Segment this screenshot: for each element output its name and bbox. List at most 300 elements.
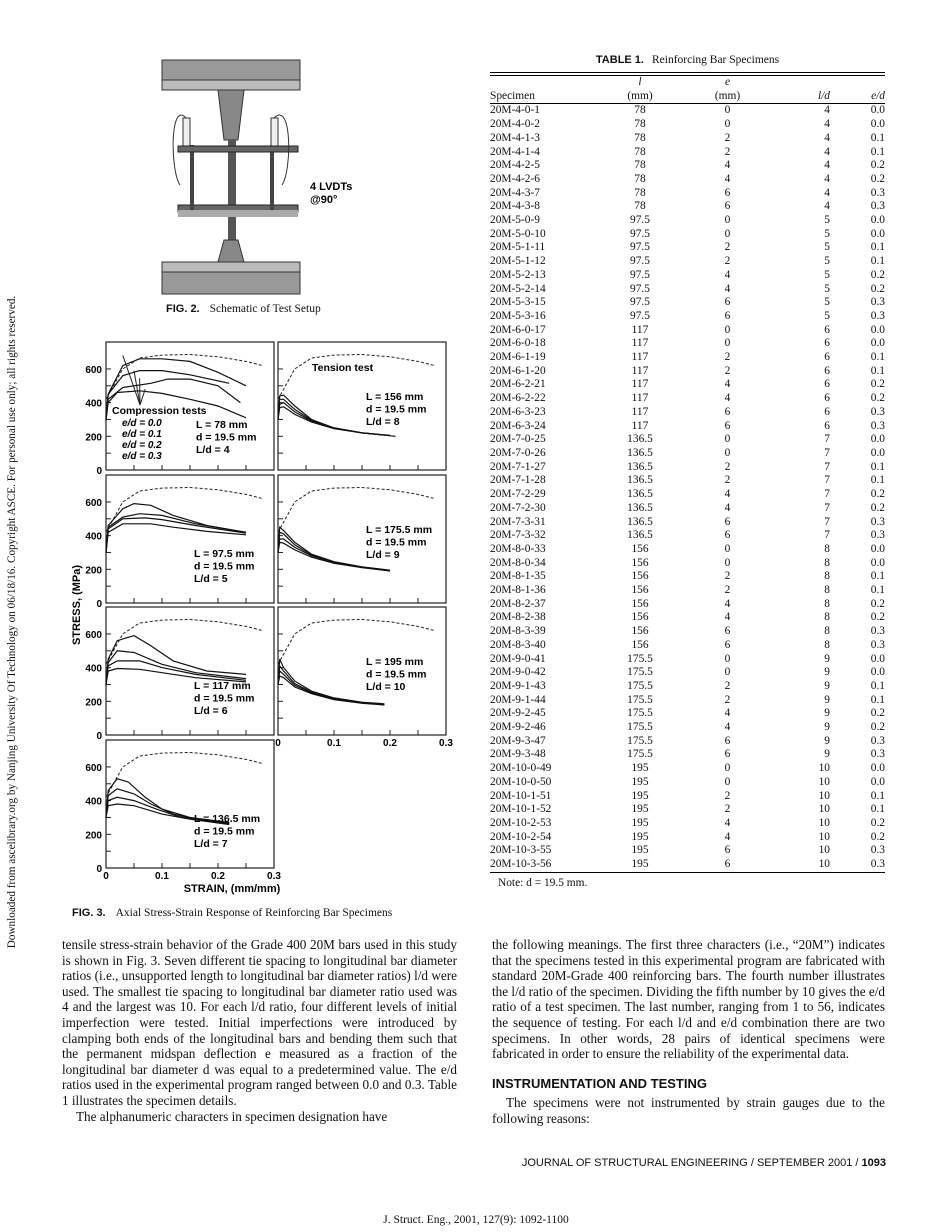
table-cell: 97.5 [630, 268, 650, 281]
table-row [490, 598, 885, 612]
table-cell: 6 [724, 529, 731, 542]
table-cell: 5 [824, 282, 830, 295]
table-cell: 8 [824, 597, 830, 610]
table-cell: 0.1 [870, 145, 885, 158]
table-cell: 4 [824, 104, 830, 117]
table-cell: 2 [724, 584, 731, 597]
table-cell: 0.2 [870, 282, 885, 295]
table-cell: 20M-7-3-32 [490, 529, 546, 542]
table-cell: 0 [724, 227, 731, 240]
running-footer [522, 1157, 886, 1169]
x-tick-label: 0 [103, 871, 109, 882]
table-cell: 20M-8-3-39 [490, 625, 546, 638]
top-grip [218, 90, 244, 140]
table-cell: 78 [634, 186, 646, 199]
table-cell: 7 [824, 474, 830, 487]
tension-curve [106, 488, 263, 533]
table-cell: 7 [824, 529, 830, 542]
table-cell: 4 [724, 488, 731, 501]
table-cell: 6 [724, 200, 731, 213]
table-cell: 10 [818, 803, 830, 816]
table-cell: 0.2 [870, 392, 885, 405]
page-number: 1093 [861, 1157, 886, 1169]
table-cell: 20M-10-0-49 [490, 762, 552, 775]
table-cell: 20M-10-0-50 [490, 775, 552, 788]
table-cell: 156 [631, 542, 649, 555]
table-cell: 136.5 [627, 474, 653, 487]
table-cell: 0.2 [870, 172, 885, 185]
table-cell: 0.2 [870, 501, 885, 514]
table-cell: 7 [824, 433, 830, 446]
table-cell: 117 [631, 337, 649, 350]
table-cell: 8 [824, 570, 830, 583]
table-cell: 2 [724, 255, 731, 268]
table-row [490, 721, 885, 735]
table-row [490, 584, 885, 598]
table-cell: 4 [824, 131, 830, 144]
table-cell: 0.0 [870, 214, 885, 227]
stress-strain-panel [278, 475, 446, 603]
table-cell: 4 [724, 830, 731, 843]
paragraph: the following meanings. The first three characters (i.e., “20M”) indicates that the specimens tested in this experimental program are fabricated with standard 20M-Grade 400 reinforcing bars. The fourth number illustrates the l/d ratio of the specimen. Dividing the fifth number by 10 gives the e/d ratio of a test specimen. The last number, ranging from 1 to 56, indicates the sequence of testing. For each l/d and e/d combination there are two specimens. In other words, 28 pairs of identical specimens were fabricated in order to ensure the reliability of the experimental data. [492, 937, 885, 1062]
table-cell: 0.3 [870, 419, 885, 432]
y-tick-label: 600 [85, 762, 102, 774]
table-cell: 4 [724, 378, 731, 391]
table-cell: 2 [724, 474, 731, 487]
table-cell: 20M-5-0-9 [490, 214, 540, 227]
table-cell: 0 [724, 118, 731, 131]
table-cell: 156 [631, 597, 649, 610]
table-cell: 175.5 [627, 721, 653, 734]
table-cell: 7 [824, 488, 830, 501]
fig3-caption [72, 907, 392, 919]
table-row [490, 790, 885, 804]
table-cell: 78 [634, 131, 646, 144]
table-cell: 20M-4-1-3 [490, 131, 540, 144]
table-cell: 10 [818, 830, 830, 843]
panel-parameter: L = 156 mm [366, 391, 424, 403]
table-cell: 20M-4-3-8 [490, 200, 540, 213]
table-cell: 0.1 [870, 789, 885, 802]
table-cell: 20M-6-3-24 [490, 419, 546, 432]
ed-legend-label: e/d = 0.3 [122, 451, 162, 462]
panel-parameter: d = 19.5 mm [366, 403, 427, 416]
specimen-table [490, 76, 885, 873]
table-cell: 20M-9-1-43 [490, 679, 546, 692]
table-cell: 0 [724, 104, 731, 117]
panel-parameter: d = 19.5 mm [366, 536, 427, 549]
table-cell: 0.3 [870, 515, 885, 528]
table-row [490, 420, 885, 434]
panel-frame [106, 475, 274, 603]
compression-tests-label: Compression tests [112, 405, 207, 417]
table-cell: 117 [631, 364, 649, 377]
table-cell: 195 [631, 830, 649, 843]
table-cell: 0.0 [870, 446, 885, 459]
table-row [490, 132, 885, 146]
table-cell: 4 [724, 501, 731, 514]
y-tick-label: 200 [85, 697, 102, 709]
table-cell: 97.5 [630, 241, 650, 254]
table-cell: 2 [724, 803, 731, 816]
table-cell: 0 [724, 542, 731, 555]
panel-parameter: L = 136.5 mm [194, 813, 261, 825]
fig3-caption-text: Axial Stress-Strain Response of Reinforcing Bar Specimens [115, 907, 393, 919]
table-cell: 0.1 [870, 460, 885, 473]
table-cell: 4 [724, 172, 731, 185]
table-cell: 6 [824, 419, 830, 432]
table-cell: 2 [724, 789, 731, 802]
table-cell: 97.5 [630, 227, 650, 240]
tension-curve [106, 753, 263, 798]
table-cell: 0.1 [870, 693, 885, 706]
table-row [490, 653, 885, 667]
table-cell: 97.5 [630, 255, 650, 268]
table-row [490, 269, 885, 283]
table-cell: 0 [724, 337, 731, 350]
table-cell: 20M-9-0-42 [490, 666, 546, 679]
table-cell: 20M-8-2-38 [490, 611, 546, 624]
table-cell: 4 [724, 392, 731, 405]
table-cell: 20M-6-1-19 [490, 351, 546, 364]
panel-parameter: L/d = 6 [194, 705, 228, 717]
table-cell: 20M-8-0-34 [490, 556, 546, 569]
table-cell: 175.5 [627, 734, 653, 747]
table-cell: 20M-4-2-6 [490, 172, 540, 185]
fig2-label: FIG. 2. [166, 303, 200, 315]
stress-strain-panel [85, 607, 274, 742]
table-cell: 6 [724, 625, 731, 638]
table-cell: 175.5 [627, 748, 653, 761]
table-row [490, 146, 885, 160]
panel-parameter: L/d = 10 [366, 681, 406, 693]
panel-parameter: L = 97.5 mm [194, 548, 255, 560]
table-row [490, 694, 885, 708]
table-cell: 6 [724, 405, 731, 418]
lvdt-angle-label: @90° [310, 194, 338, 206]
panel-parameter: L = 78 mm [196, 419, 248, 431]
column-header: e/d [871, 89, 885, 102]
table-cell: 6 [824, 364, 830, 377]
table-cell: 5 [824, 241, 830, 254]
table-cell: 20M-9-3-48 [490, 748, 546, 761]
table-cell: 8 [824, 584, 830, 597]
table-cell: 0.2 [870, 707, 885, 720]
table-cell: 20M-5-1-12 [490, 255, 546, 268]
table-row [490, 337, 885, 351]
y-axis-label: STRESS, (MPa) [71, 564, 83, 646]
table-cell: 156 [631, 570, 649, 583]
ed-legend-label: e/d = 0.2 [122, 440, 162, 451]
table-row [490, 776, 885, 790]
paragraph: The alphanumeric characters in specimen designation have [76, 1108, 388, 1124]
table-cell: 9 [824, 748, 830, 761]
table-cell: 9 [824, 666, 830, 679]
table-cell: 0 [724, 556, 731, 569]
table-cell: 10 [818, 844, 830, 857]
table-cell: 117 [631, 351, 649, 364]
table-cell: 136.5 [627, 433, 653, 446]
panel-parameter: d = 19.5 mm [196, 431, 257, 444]
table-row [490, 529, 885, 543]
top-platen [162, 60, 300, 80]
table-cell: 4 [824, 172, 830, 185]
table-cell: 136.5 [627, 446, 653, 459]
y-tick-label: 0 [96, 466, 102, 477]
table-cell: 2 [724, 131, 731, 144]
table-cell: 175.5 [627, 707, 653, 720]
table-cell: 0.3 [870, 186, 885, 199]
table-cell: 4 [824, 118, 830, 131]
table-cell: 156 [631, 611, 649, 624]
table-row [490, 502, 885, 516]
table-row [490, 200, 885, 214]
table-cell: 9 [824, 693, 830, 706]
table-cell: 0.1 [870, 364, 885, 377]
table-cell: 117 [631, 419, 649, 432]
panel-parameter: L = 195 mm [366, 656, 424, 668]
table-row [490, 488, 885, 502]
table-cell: 5 [824, 296, 830, 309]
x-tick-label: 0.2 [211, 871, 225, 882]
table-row [490, 433, 885, 447]
table-cell: 20M-7-0-25 [490, 433, 546, 446]
panel-parameter: L/d = 9 [366, 549, 400, 561]
table-cell: 6 [724, 309, 731, 322]
table-cell: 195 [631, 858, 649, 871]
table-cell: 136.5 [627, 501, 653, 514]
table-cell: 156 [631, 556, 649, 569]
table-cell: 78 [634, 118, 646, 131]
table-cell: 20M-4-3-7 [490, 186, 540, 199]
table-row [490, 392, 885, 406]
table-row [490, 762, 885, 776]
table-row [490, 557, 885, 571]
stress-strain-panel [85, 740, 281, 882]
table-cell: 0 [724, 775, 731, 788]
table-cell: 0.0 [870, 433, 885, 446]
table-row [490, 474, 885, 488]
table-cell: 9 [824, 652, 830, 665]
table-row [490, 707, 885, 721]
table-cell: 4 [724, 159, 731, 172]
table-cell: 195 [631, 803, 649, 816]
table-cell: 97.5 [630, 214, 650, 227]
table-cell: 2 [724, 693, 731, 706]
table-row [490, 461, 885, 475]
table-cell: 0.3 [870, 638, 885, 651]
table-cell: 20M-7-2-30 [490, 501, 546, 514]
table-row [490, 666, 885, 680]
table-row [490, 680, 885, 694]
table-cell: 20M-6-2-21 [490, 378, 546, 391]
table-cell: 20M-10-1-52 [490, 803, 552, 816]
table-row [490, 858, 885, 872]
table-row [490, 365, 885, 379]
table-cell: 6 [824, 405, 830, 418]
table-cell: 9 [824, 734, 830, 747]
table-cell: 4 [724, 282, 731, 295]
table-cell: 6 [824, 323, 830, 336]
table-row [490, 447, 885, 461]
table-cell: 0 [724, 762, 731, 775]
annotation-arrow [134, 371, 140, 405]
table-cell: 2 [724, 460, 731, 473]
table-cell: 5 [824, 227, 830, 240]
table-cell: 136.5 [627, 529, 653, 542]
table-note: Note: d = 19.5 mm. [498, 876, 588, 889]
table-cell: 20M-8-0-33 [490, 542, 546, 555]
lvdt-left [183, 118, 190, 148]
table-cell: 10 [818, 789, 830, 802]
table-cell: 20M-9-0-41 [490, 652, 546, 665]
table-cell: 20M-9-1-44 [490, 693, 546, 706]
table-cell: 0.2 [870, 488, 885, 501]
table-cell: 20M-10-3-55 [490, 844, 552, 857]
table-cell: 0.3 [870, 309, 885, 322]
lvdt-label: 4 LVDTs [310, 181, 353, 193]
table-cell: 2 [724, 241, 731, 254]
table-cell: 175.5 [627, 693, 653, 706]
table-cell: 10 [818, 762, 830, 775]
table-cell: 20M-4-1-4 [490, 145, 540, 158]
table-cell: 20M-7-1-28 [490, 474, 546, 487]
table-label: TABLE 1. [595, 54, 644, 66]
x-axis-label: STRAIN, (mm/mm) [183, 883, 281, 895]
table-row [490, 406, 885, 420]
table-row [490, 214, 885, 228]
table-cell: 0.0 [870, 337, 885, 350]
table-cell: 0.1 [870, 570, 885, 583]
y-tick-label: 400 [85, 663, 102, 675]
table-cell: 10 [818, 775, 830, 788]
table-cell: 4 [824, 186, 830, 199]
table-cell: 0.3 [870, 529, 885, 542]
panel-parameter: L = 117 mm [194, 680, 251, 692]
table-cell: 0.1 [870, 803, 885, 816]
table-cell: 97.5 [630, 296, 650, 309]
table-cell: 20M-4-0-2 [490, 118, 540, 131]
table-cell: 0.0 [870, 762, 885, 775]
table-cell: 6 [724, 515, 731, 528]
y-tick-label: 600 [85, 497, 102, 509]
table-cell: 2 [724, 364, 731, 377]
y-tick-label: 400 [85, 796, 102, 808]
table-cell: 2 [724, 145, 731, 158]
table-cell: 6 [724, 638, 731, 651]
table-row [490, 159, 885, 173]
table-row [490, 173, 885, 187]
table-cell: 156 [631, 625, 649, 638]
column-header [490, 76, 600, 90]
table-cell: 8 [824, 638, 830, 651]
table-cell: 4 [724, 611, 731, 624]
table-cell: 78 [634, 145, 646, 158]
fig2-schematic [162, 60, 352, 294]
section-heading: INSTRUMENTATION AND TESTING [492, 1075, 707, 1091]
panel-parameter: L/d = 4 [196, 444, 230, 456]
table-cell: 4 [724, 268, 731, 281]
panel-parameter: L/d = 5 [194, 573, 228, 585]
table-row [490, 570, 885, 584]
table-cell: 195 [631, 789, 649, 802]
x-tick-label: 0.1 [155, 871, 169, 882]
table-cell: 20M-6-1-20 [490, 364, 546, 377]
table-cell: 97.5 [630, 309, 650, 322]
table-cell: 6 [724, 748, 731, 761]
table-cell: 0.1 [870, 131, 885, 144]
table-row [490, 735, 885, 749]
table-cell: 2 [724, 570, 731, 583]
y-tick-label: 0 [96, 599, 102, 610]
table-cell: 175.5 [627, 666, 653, 679]
table-cell: 20M-9-2-45 [490, 707, 546, 720]
table-cell: 20M-6-3-23 [490, 405, 546, 418]
table-cell: 7 [824, 501, 830, 514]
table-cell: 20M-5-2-13 [490, 268, 546, 281]
fig3-label: FIG. 3. [72, 907, 106, 919]
table-cell: 156 [631, 638, 649, 651]
panel-parameter: d = 19.5 mm [194, 692, 255, 705]
table-cell: 0 [724, 652, 731, 665]
x-tick-label: 0.3 [439, 738, 453, 749]
fig3-plots [85, 342, 453, 882]
table-cell: 5 [824, 255, 830, 268]
y-tick-label: 0 [96, 864, 102, 875]
table-cell: 20M-10-2-54 [490, 830, 552, 843]
table-cell: 4 [824, 159, 830, 172]
table-cell: 0 [724, 666, 731, 679]
panel-parameter: L/d = 8 [366, 416, 400, 428]
column-header: e [724, 76, 731, 88]
table-cell: 10 [818, 816, 830, 829]
table-cell: 20M-9-2-46 [490, 721, 546, 734]
table-row [490, 639, 885, 653]
table-cell: 7 [824, 460, 830, 473]
y-tick-label: 0 [96, 731, 102, 742]
table-cell: 0.3 [870, 625, 885, 638]
citation: J. Struct. Eng., 2001, 127(9): 1092-1100 [383, 1214, 569, 1226]
table-row [490, 283, 885, 297]
table-cell: 0 [724, 433, 731, 446]
column-header: Specimen [490, 89, 535, 102]
table-row [490, 831, 885, 845]
table-cell: 0.3 [870, 734, 885, 747]
table-cell: 0.2 [870, 159, 885, 172]
table-cell: 8 [824, 625, 830, 638]
panel-parameter: d = 19.5 mm [194, 560, 255, 573]
x-tick-label: 0.3 [267, 871, 281, 882]
table-cell: 9 [824, 707, 830, 720]
table-cell: 0.2 [870, 268, 885, 281]
table-cell: 4 [724, 816, 731, 829]
table-cell: 6 [824, 337, 830, 350]
panel-parameter: d = 19.5 mm [194, 825, 255, 838]
y-tick-label: 200 [85, 565, 102, 577]
table-cell: 0.0 [870, 118, 885, 131]
stress-strain-panel [85, 475, 274, 610]
table-cell: 20M-6-0-17 [490, 323, 546, 336]
table-cell: 4 [824, 200, 830, 213]
table-cell: 156 [631, 584, 649, 597]
table-cell: 8 [824, 556, 830, 569]
compression-curve [106, 636, 246, 685]
table-row [490, 844, 885, 858]
table-cell: 8 [824, 611, 830, 624]
table-cell: 195 [631, 762, 649, 775]
column-header: (mm) [627, 89, 653, 102]
panel-frame [106, 740, 274, 868]
